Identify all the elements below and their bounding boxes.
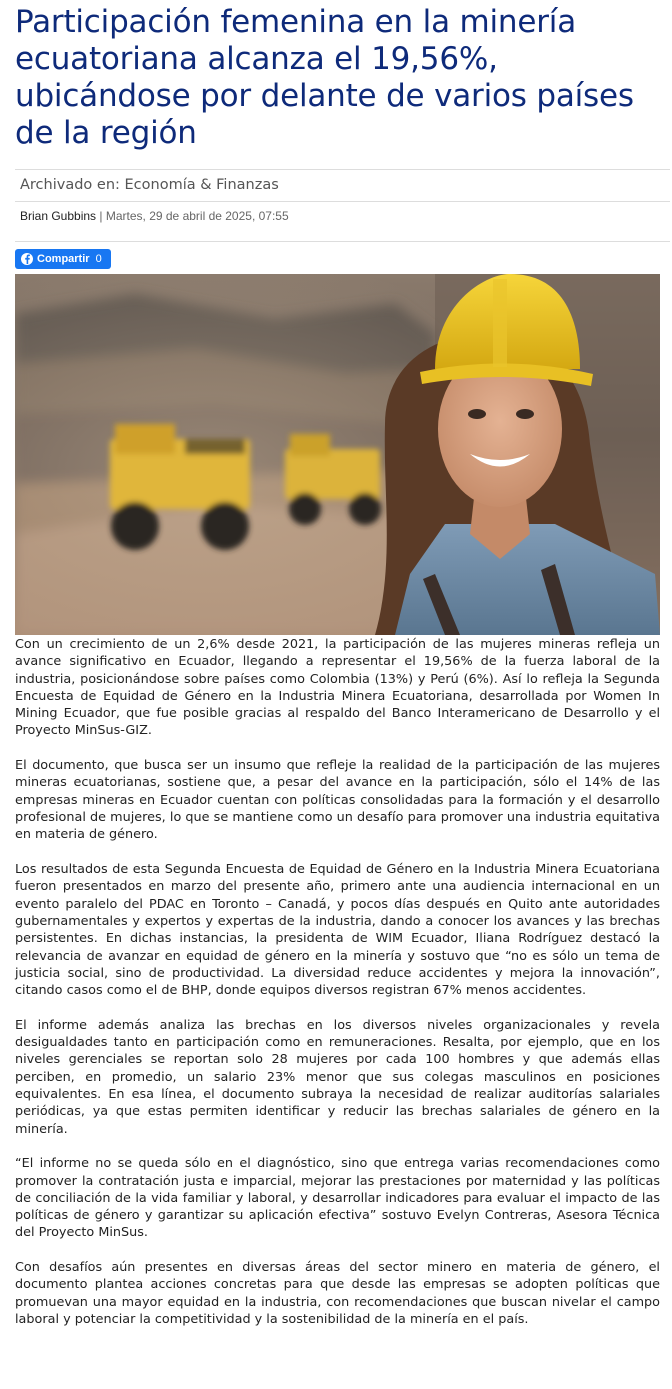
article-body xyxy=(15,636,660,1346)
publish-date: Martes, 29 de abril de 2025, 07:55 xyxy=(105,209,289,223)
share-count: 0 xyxy=(95,253,102,265)
author-link[interactable]: Brian Gubbins xyxy=(20,209,97,223)
byline xyxy=(20,209,289,223)
archive-category-link[interactable]: Economía & Finanzas xyxy=(124,177,279,193)
body-paragraph: El documento, que busca ser un insumo que refleje la realidad de la participación de las mujeres mineras ecuatorianas, sostiene que, a pesar del avance en la participación, sólo el 14% de las empresas mineras en Ecuador cuentan con políticas consolidadas para la formación y el desarrollo profesional de mujeres, lo que se mantiene como un desafío para promover una industria equitativa en materia de género. xyxy=(15,758,660,843)
body-paragraph: Con desafíos aún presentes en diversas áreas del sector minero en materia de género, el documento plantea acciones concretas para que desde las empresas se adopten políticas que promuevan una mayor equidad en la industria, con recomendaciones que buscan nivelar el campo laboral y potenciar la competitividad y la sostenibilidad de la minería en el país. xyxy=(15,1260,660,1328)
divider xyxy=(15,201,670,202)
byline-separator: | xyxy=(99,209,103,223)
divider xyxy=(15,169,670,170)
archive-line xyxy=(20,177,279,193)
body-paragraph: “El informe no se queda sólo en el diagnóstico, sino que entrega varias recomendaciones como promover la contratación justa e imparcial, mejorar las prestaciones por maternidad y las políticas de conciliación de la vida familiar y laboral, y desarrollar indicadores para evaluar el impacto de las políticas de género y garantizar su aplicación efectiva” sostuvo Evelyn Contreras, Asesora Técnica del Proyecto MinSus. xyxy=(15,1156,660,1241)
body-paragraph: Con un crecimiento de un 2,6% desde 2021, la participación de las mujeres mineras refleja un avance significativo en Ecuador, llegando a representar el 19,56% de la fuerza laboral de la industria, posicionándose sobre países como Colombia (13%) y Perú (6%). Así lo refleja la Segunda Encuesta de Equidad de Género en la Industria Minera Ecuatoriana, desarrollada por Women In Mining Ecuador, que fue posible gracias al respaldo del Banco Interamericano de Desarrollo y el Proyecto MinSus-GIZ. xyxy=(15,637,660,739)
body-paragraph: Los resultados de esta Segunda Encuesta de Equidad de Género en la Industria Minera Ecuatoriana fueron presentados en marzo del presente año, primero ante una audiencia internacional en un evento paralelo del PDAC en Toronto – Canadá, y pocos días después en Quito ante autoridades gubernamentales y expertos y expertas de la industria, dando a conocer los avances y las brechas persistentes. En dichas instancias, la presidenta de WIM Ecuador, Iliana Rodríguez destacó la relevancia de avanzar en equidad de género en la minería y sostuvo que “no es sólo un tema de justicia social, sino de productividad. La diversidad reduce accidentes y mejora la innovación”, citando casos como el de BHP, donde equipos diversos registran 67% menos accidentes. xyxy=(15,862,660,999)
facebook-icon xyxy=(21,253,33,265)
share-label: Compartir xyxy=(37,253,90,265)
body-paragraph: El informe además analiza las brechas en los diversos niveles organizacionales y revela desigualdades tanto en participación como en remuneraciones. Resalta, por ejemplo, que en los niveles gerenciales se reportan solo 28 mujeres por cada 100 hombres y que además ellas perciben, en promedio, un salario 23% menor que sus colegas masculinos en posiciones equivalentes. En esa línea, el documento subraya la necesidad de realizar auditorías salariales periódicas, ya que estas permiten identificar y reducir las brechas salariales de género en la minería. xyxy=(15,1017,660,1137)
facebook-share-button[interactable] xyxy=(15,249,111,269)
divider xyxy=(15,241,670,242)
article-title: Participación femenina en la minería ecuatoriana alcanza el 19,56%, ubicándose por delante de varios países de la región xyxy=(15,4,634,151)
archive-label: Archivado en: xyxy=(20,177,120,193)
article-photo xyxy=(15,274,660,635)
